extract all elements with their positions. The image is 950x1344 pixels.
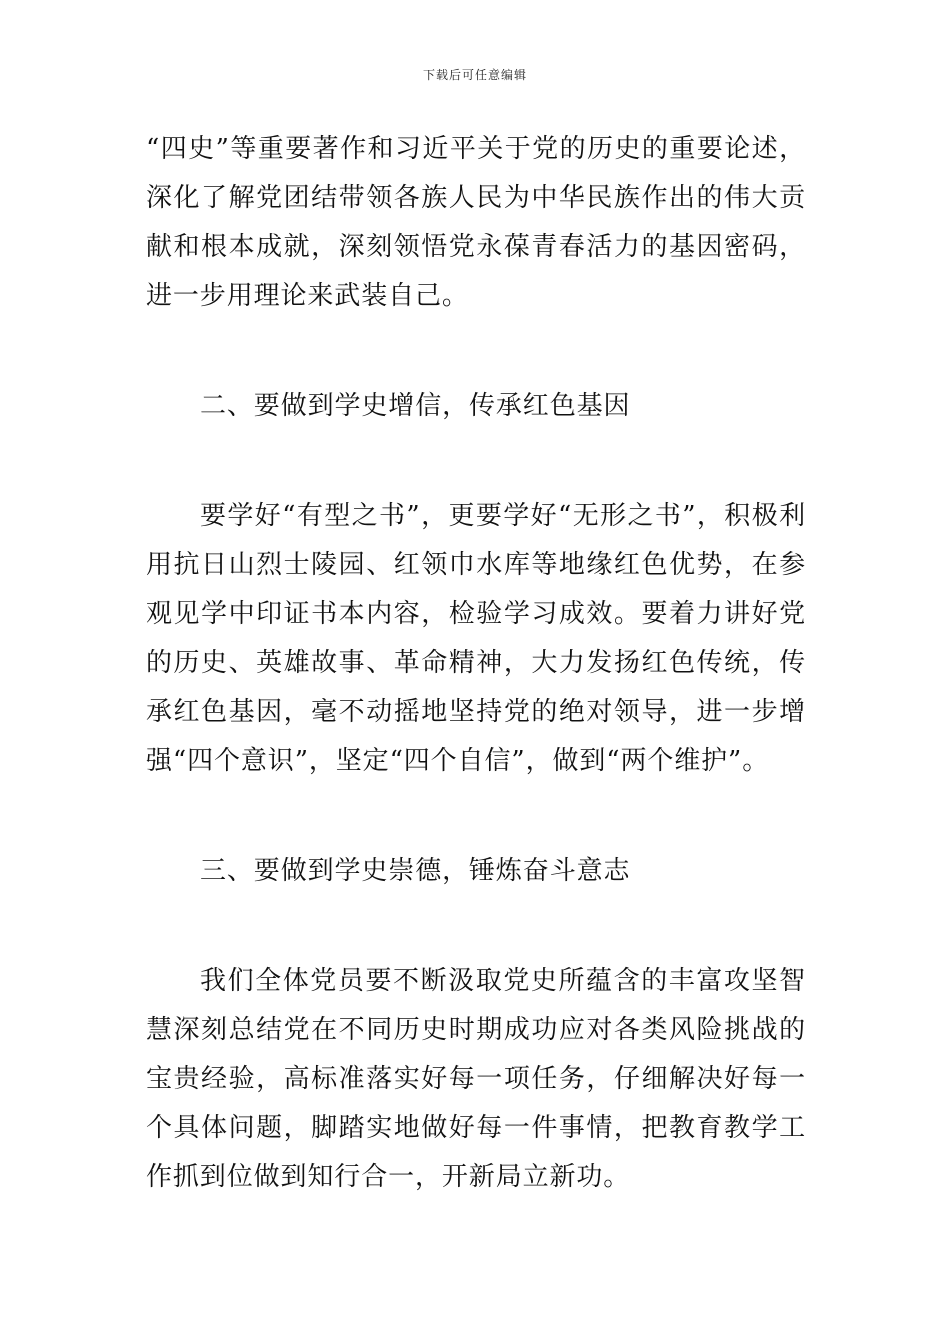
paragraph-section-3: 我们全体党员要不断汲取党史所蕴含的丰富攻坚智慧深刻总结党在不同历史时期成功应对各类风险挑战的宝贵经验，高标准落实好每一项任务，仔细解决好每一个具体问题，脚踏实地做好每一件事情，把教育教学工作抓到位做到知行合一，开新局立新功。 [146, 966, 806, 1192]
section-heading-2: 二、要做到学史增信，传承红色基因 [200, 391, 631, 421]
section-heading-3: 三、要做到学史崇德，锤炼奋斗意志 [200, 856, 631, 886]
paragraph-continued: “四史”等重要著作和习近平关于党的历史的重要论述，深化了解党团结带领各族人民为中华民族作出的伟大贡献和根本成就，深刻领悟党永葆青春活力的基因密码，进一步用理论来武装自己。 [146, 134, 806, 311]
header-note: 下载后可任意编辑 [422, 68, 527, 82]
document-body [146, 125, 806, 1202]
paragraph-section-2: 要学好“有型之书”，更要学好“无形之书”，积极利用抗日山烈士陵园、红领巾水库等地缘红色优势，在参观见学中印证书本内容，检验学习成效。要着力讲好党的历史、英雄故事、革命精神，大力发扬红色传统，传承红色基因，毫不动摇地坚持党的绝对领导，进一步增强“四个意识”，坚定“四个自信”，做到“两个维护”。 [146, 501, 806, 776]
